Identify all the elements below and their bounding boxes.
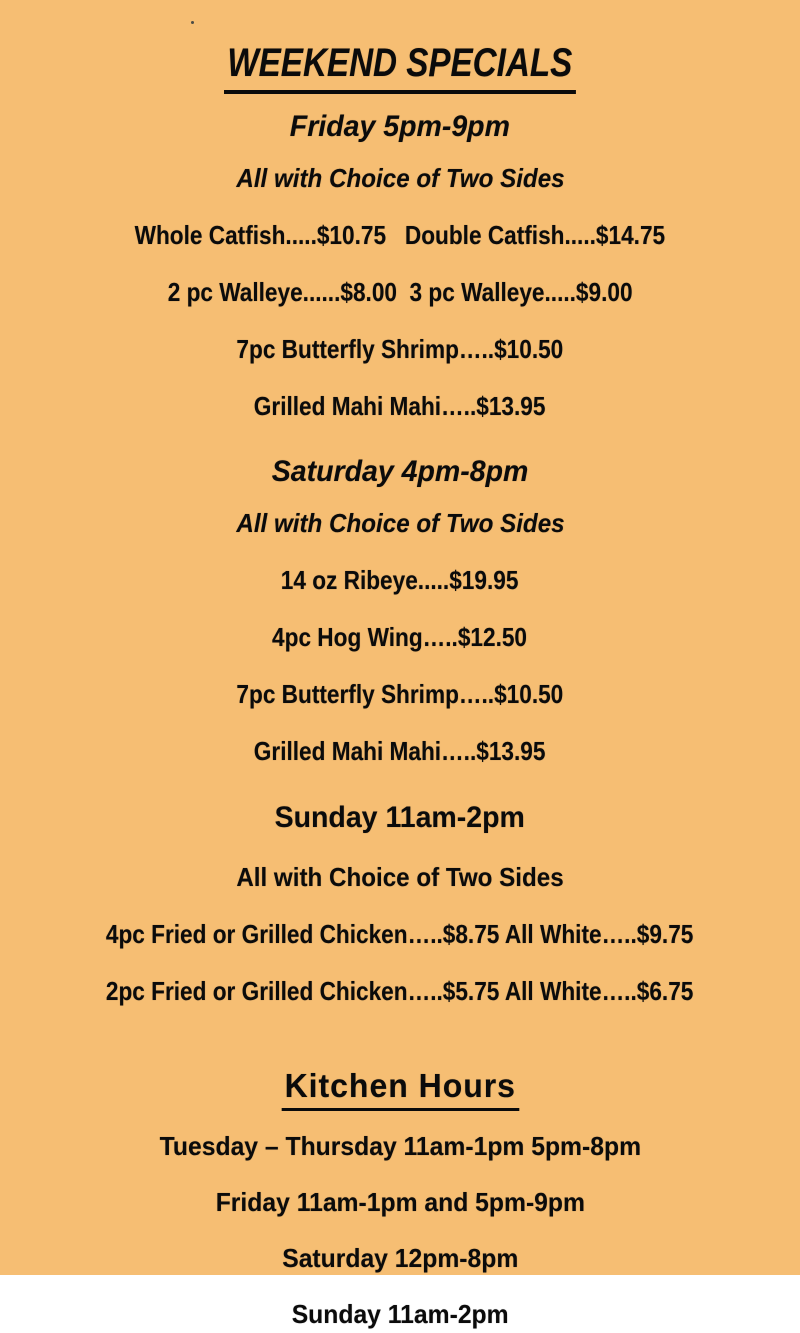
menu-item [0,278,800,311]
friday-heading-text: Friday 5pm-9pm [289,110,511,143]
menu-item-text: 14 oz Ribeye.....$19.95 [281,565,519,595]
menu-item-text: 7pc Butterfly Shrimp…..$10.50 [236,334,564,364]
kitchen-hours-line [0,1244,800,1277]
menu-item [0,221,800,254]
page-title-text: WEEKEND SPECIALS [224,40,576,94]
menu-item-text: Grilled Mahi Mahi…..$13.95 [254,391,546,421]
sunday-subheading-text: All with Choice of Two Sides [236,862,564,892]
kitchen-hours-title-text: Kitchen Hours [281,1068,518,1111]
kitchen-hours-line [0,1188,800,1221]
kitchen-hours-text: Friday 11am-1pm and 5pm-9pm [215,1187,585,1217]
menu-item [0,977,800,1010]
menu-item [0,566,800,599]
friday-subheading-text: All with Choice of Two Sides [235,163,565,193]
menu-item-text: 4pc Hog Wing…..$12.50 [272,622,528,652]
ink-speck [191,21,194,24]
menu-item-text: Grilled Mahi Mahi…..$13.95 [254,736,546,766]
section-heading-friday [0,110,800,149]
menu-item [0,335,800,368]
kitchen-hours-line [0,1300,800,1333]
menu-item-text: 2 pc Walleye......$8.00 3 pc Walleye.....$9.00 [167,277,633,307]
kitchen-hours-title [0,1068,800,1111]
saturday-subheading-text: All with Choice of Two Sides [235,508,565,538]
menu-item-text: Whole Catfish.....$10.75 Double Catfish.....$14.75 [134,220,666,250]
menu-item [0,392,800,425]
section-subheading-friday [0,164,800,197]
menu-item-text: 4pc Fried or Grilled Chicken…..$8.75 All White…..$9.75 [106,919,694,949]
section-subheading-sunday [0,863,800,896]
menu-item-text: 7pc Butterfly Shrimp…..$10.50 [236,679,564,709]
menu-item [0,920,800,953]
section-heading-sunday [0,801,800,840]
kitchen-hours-line [0,1132,800,1165]
kitchen-hours-text: Tuesday – Thursday 11am-1pm 5pm-8pm [159,1131,641,1161]
section-heading-saturday [0,455,800,494]
menu-item [0,680,800,713]
menu-item [0,737,800,770]
menu-item-text: 2pc Fried or Grilled Chicken…..$5.75 All White…..$6.75 [106,976,694,1006]
section-subheading-saturday [0,509,800,542]
kitchen-hours-text: Sunday 11am-2pm [291,1299,509,1329]
saturday-heading-text: Saturday 4pm-8pm [271,455,529,488]
kitchen-hours-text: Saturday 12pm-8pm [281,1243,519,1273]
menu-item [0,623,800,656]
page-title [0,40,800,94]
sunday-heading-text: Sunday 11am-2pm [274,801,526,834]
